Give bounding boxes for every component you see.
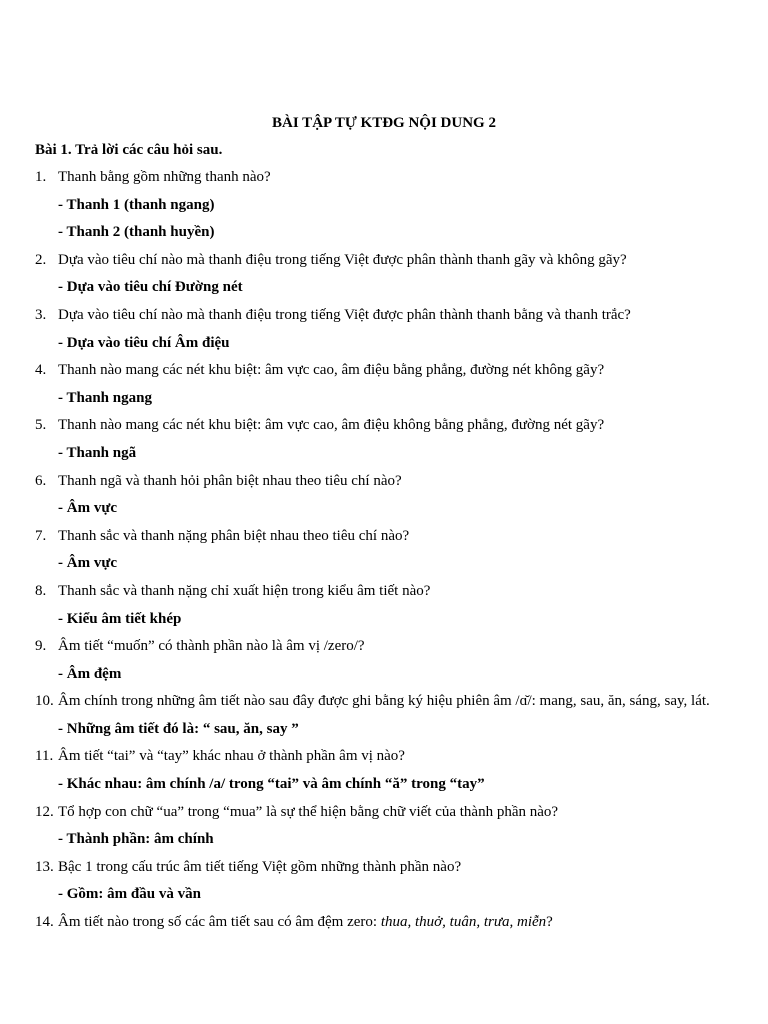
question-text: Bậc 1 trong cấu trúc âm tiết tiếng Việt gồm những thành phần nào?	[58, 858, 462, 875]
question-text: Âm tiết “tai” và “tay” khác nhau ở thành phần âm vị nào?	[58, 748, 405, 765]
question-text: Thanh nào mang các nét khu biệt: âm vực cao, âm điệu bằng phẳng, đường nét không gãy?	[58, 362, 605, 379]
question-item	[35, 802, 755, 830]
question-item	[35, 250, 755, 278]
question-number: 2.	[35, 251, 47, 268]
answer-text: - Kiểu âm tiết khép	[58, 610, 182, 627]
answer-text: - Thanh ngã	[58, 444, 137, 461]
question-text: Tổ hợp con chữ “ua” trong “mua” là sự thể hiện bằng chữ viết của thành phần nào?	[58, 803, 559, 820]
question-number: 10.	[35, 693, 54, 710]
answer-text: - Khác nhau: âm chính /a/ trong “tai” và âm chính “ă” trong “tay”	[58, 776, 485, 793]
answer-text: - Âm vực	[58, 500, 117, 517]
question-number: 3.	[35, 306, 47, 323]
question-text: Thanh bằng gồm những thanh nào?	[58, 169, 271, 185]
question-number: 9.	[35, 638, 47, 655]
question-text: Thanh sắc và thanh nặng phân biệt nhau theo tiêu chí nào?	[58, 527, 410, 544]
question-item	[35, 691, 755, 719]
question-item	[35, 360, 755, 388]
question-number: 6.	[35, 472, 47, 489]
question-item	[35, 305, 755, 333]
question-number: 4.	[35, 362, 47, 379]
question-number: 8.	[35, 582, 47, 599]
question-text: Thanh ngã và thanh hỏi phân biệt nhau theo tiêu chí nào?	[58, 472, 402, 489]
answer-text: - Thanh ngang	[58, 389, 152, 406]
answer-text: - Âm vực	[58, 555, 117, 572]
question-number: 5.	[35, 417, 47, 434]
question-text	[58, 912, 553, 932]
question-number: 1.	[35, 169, 47, 185]
document-title: BÀI TẬP TỰ KTĐG NỘI DUNG 2	[272, 115, 496, 131]
question-item	[35, 912, 755, 940]
question-item	[35, 415, 755, 443]
question-text: Âm chính trong những âm tiết nào sau đây được ghi bằng ký hiệu phiên âm /ɑ̆/: mang, sau, ăn, sáng, say, lát.	[58, 693, 710, 710]
answer-text: - Dựa vào tiêu chí Đường nét	[58, 279, 243, 296]
question-text: Dựa vào tiêu chí nào mà thanh điệu trong tiếng Việt được phân thành thanh gãy và không gãy?	[58, 251, 627, 268]
answer-text: - Thanh 1 (thanh ngang)	[58, 196, 215, 213]
section-heading: Bài 1. Trả lời các câu hỏi sau.	[35, 142, 223, 158]
question-item	[35, 857, 755, 885]
answer-text: - Âm đệm	[58, 665, 122, 682]
question-example-words: thua, thuở, tuân, trưa, miễn	[380, 914, 547, 931]
question-item	[35, 636, 755, 664]
answer-text: - Dựa vào tiêu chí Âm điệu	[58, 334, 230, 351]
question-item	[35, 746, 755, 774]
question-text: Thanh sắc và thanh nặng chỉ xuất hiện trong kiểu âm tiết nào?	[58, 582, 431, 599]
answer-text: - Gồm: âm đầu và vần	[58, 886, 201, 903]
question-list	[35, 167, 755, 940]
question-text: Âm tiết “muốn” có thành phần nào là âm vị /zero/?	[58, 638, 365, 655]
question-number: 14.	[35, 914, 54, 931]
question-text: Thanh nào mang các nét khu biệt: âm vực cao, âm điệu không bằng phẳng, đường nét gãy?	[58, 417, 605, 434]
answer-text: - Thanh 2 (thanh huyền)	[58, 224, 215, 241]
question-text-suffix: ?	[546, 914, 553, 931]
question-number: 13.	[35, 858, 54, 875]
question-number: 7.	[35, 527, 47, 544]
question-number: 11.	[35, 748, 54, 765]
question-text-prefix: Âm tiết nào trong số các âm tiết sau có âm đệm zero:	[58, 914, 381, 931]
question-item	[35, 526, 755, 554]
question-number: 12.	[35, 803, 54, 820]
question-text: Dựa vào tiêu chí nào mà thanh điệu trong tiếng Việt được phân thành thanh bằng và thanh trắc?	[58, 306, 631, 323]
answer-text: - Thành phần: âm chính	[58, 831, 214, 848]
answer-text: - Những âm tiết đó là: “ sau, ăn, say ”	[58, 720, 299, 737]
question-item	[35, 471, 755, 499]
question-item	[35, 581, 755, 609]
question-item	[35, 167, 755, 195]
